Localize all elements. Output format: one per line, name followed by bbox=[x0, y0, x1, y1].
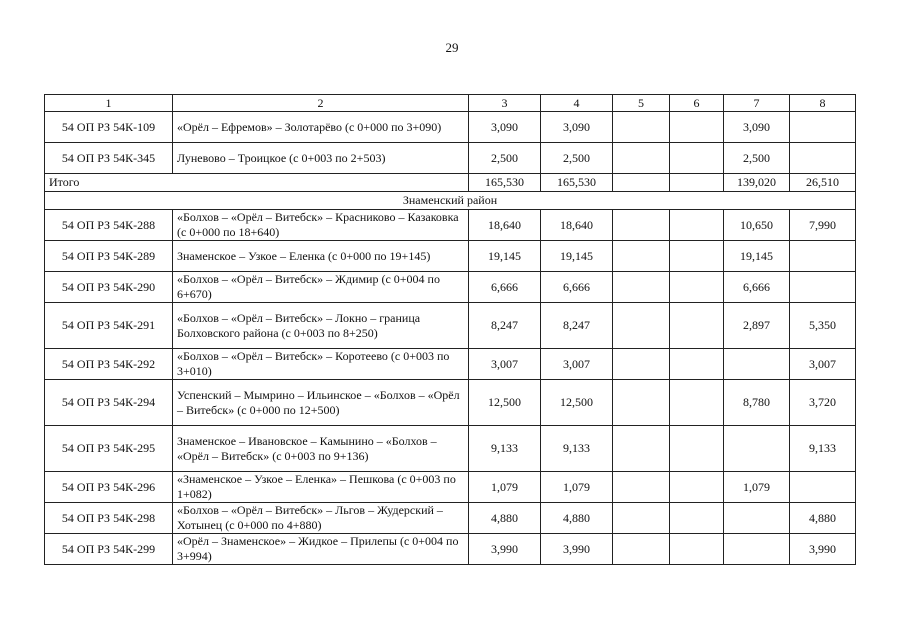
col5-value bbox=[613, 112, 670, 143]
col4-value: 9,133 bbox=[541, 426, 613, 472]
road-code: 54 ОП РЗ 54К-290 bbox=[45, 272, 173, 303]
road-code: 54 ОП РЗ 54К-298 bbox=[45, 503, 173, 534]
col7-value: 2,897 bbox=[724, 303, 790, 349]
col3-value: 1,079 bbox=[469, 472, 541, 503]
col7-value: 3,090 bbox=[724, 112, 790, 143]
road-name: Знаменское – Ивановское – Камынино – «Болхов – «Орёл – Витебск» (с 0+003 по 9+136) bbox=[173, 426, 469, 472]
page-number: 29 bbox=[445, 40, 459, 55]
header-cell: 8 bbox=[790, 95, 856, 112]
table-row bbox=[45, 349, 856, 380]
road-name: «Знаменское – Узкое – Еленка» – Пешкова (с 0+003 по 1+082) bbox=[173, 472, 469, 503]
total-row bbox=[45, 174, 856, 192]
col3-value: 3,007 bbox=[469, 349, 541, 380]
col4-value: 4,880 bbox=[541, 503, 613, 534]
col7-value bbox=[724, 503, 790, 534]
col7-value: 1,079 bbox=[724, 472, 790, 503]
col7-value: 6,666 bbox=[724, 272, 790, 303]
col5-value bbox=[613, 143, 670, 174]
road-name: «Орёл – Ефремов» – Золотарёво (с 0+000 по 3+090) bbox=[173, 112, 469, 143]
col8-value bbox=[790, 472, 856, 503]
road-code: 54 ОП РЗ 54К-299 bbox=[45, 534, 173, 565]
col6-value bbox=[670, 349, 724, 380]
header-cell: 4 bbox=[541, 95, 613, 112]
road-name: Знаменское – Узкое – Еленка (с 0+000 по 19+145) bbox=[173, 241, 469, 272]
col8-value bbox=[790, 143, 856, 174]
road-name: «Орёл – Знаменское» – Жидкое – Прилепы (с 0+004 по 3+994) bbox=[173, 534, 469, 565]
col4-value: 3,007 bbox=[541, 349, 613, 380]
col5-value bbox=[613, 380, 670, 426]
col6-value bbox=[670, 426, 724, 472]
table-row bbox=[45, 503, 856, 534]
col6-value bbox=[670, 503, 724, 534]
col3-value: 18,640 bbox=[469, 210, 541, 241]
col6-value bbox=[670, 534, 724, 565]
table-row bbox=[45, 272, 856, 303]
col6-value bbox=[670, 143, 724, 174]
header-cell: 7 bbox=[724, 95, 790, 112]
total-col7: 139,020 bbox=[724, 174, 790, 192]
col5-value bbox=[613, 534, 670, 565]
section-title: Знаменский район bbox=[45, 192, 856, 210]
road-code: 54 ОП РЗ 54К-288 bbox=[45, 210, 173, 241]
total-col8: 26,510 bbox=[790, 174, 856, 192]
col8-value: 5,350 bbox=[790, 303, 856, 349]
col8-value: 7,990 bbox=[790, 210, 856, 241]
table-row bbox=[45, 112, 856, 143]
table-row bbox=[45, 210, 856, 241]
header-cell: 6 bbox=[670, 95, 724, 112]
col5-value bbox=[613, 303, 670, 349]
col6-value bbox=[670, 112, 724, 143]
col7-value: 2,500 bbox=[724, 143, 790, 174]
road-code: 54 ОП РЗ 54К-292 bbox=[45, 349, 173, 380]
col6-value bbox=[670, 210, 724, 241]
col5-value bbox=[613, 472, 670, 503]
table-row bbox=[45, 534, 856, 565]
col5-value bbox=[613, 272, 670, 303]
col3-value: 6,666 bbox=[469, 272, 541, 303]
col4-value: 3,090 bbox=[541, 112, 613, 143]
table-row bbox=[45, 426, 856, 472]
col6-value bbox=[670, 272, 724, 303]
col3-value: 3,090 bbox=[469, 112, 541, 143]
col5-value bbox=[613, 241, 670, 272]
road-code: 54 ОП РЗ 54К-345 bbox=[45, 143, 173, 174]
header-row bbox=[45, 95, 856, 112]
col4-value: 12,500 bbox=[541, 380, 613, 426]
col8-value bbox=[790, 112, 856, 143]
total-label: Итого bbox=[45, 174, 469, 192]
road-code: 54 ОП РЗ 54К-109 bbox=[45, 112, 173, 143]
col3-value: 2,500 bbox=[469, 143, 541, 174]
col7-value: 19,145 bbox=[724, 241, 790, 272]
table-row bbox=[45, 303, 856, 349]
road-name: «Болхов – «Орёл – Витебск» – Локно – граница Болховского района (с 0+003 по 8+250) bbox=[173, 303, 469, 349]
col4-value: 6,666 bbox=[541, 272, 613, 303]
section-row bbox=[45, 192, 856, 210]
col5-value bbox=[613, 503, 670, 534]
col8-value bbox=[790, 241, 856, 272]
col7-value bbox=[724, 426, 790, 472]
road-code: 54 ОП РЗ 54К-295 bbox=[45, 426, 173, 472]
header-cell: 3 bbox=[469, 95, 541, 112]
col4-value: 1,079 bbox=[541, 472, 613, 503]
header-cell: 1 bbox=[45, 95, 173, 112]
col8-value: 9,133 bbox=[790, 426, 856, 472]
col4-value: 2,500 bbox=[541, 143, 613, 174]
road-code: 54 ОП РЗ 54К-291 bbox=[45, 303, 173, 349]
total-col3: 165,530 bbox=[469, 174, 541, 192]
col3-value: 3,990 bbox=[469, 534, 541, 565]
roads-table bbox=[44, 94, 856, 565]
col8-value: 3,990 bbox=[790, 534, 856, 565]
col3-value: 9,133 bbox=[469, 426, 541, 472]
road-name: «Болхов – «Орёл – Витебск» – Ждимир (с 0+004 по 6+670) bbox=[173, 272, 469, 303]
col8-value: 3,720 bbox=[790, 380, 856, 426]
col4-value: 19,145 bbox=[541, 241, 613, 272]
table-row bbox=[45, 380, 856, 426]
col7-value bbox=[724, 534, 790, 565]
col5-value bbox=[613, 349, 670, 380]
road-name: «Болхов – «Орёл – Витебск» – Красниково – Казаковка (с 0+000 по 18+640) bbox=[173, 210, 469, 241]
total-col4: 165,530 bbox=[541, 174, 613, 192]
col5-value bbox=[613, 426, 670, 472]
col3-value: 19,145 bbox=[469, 241, 541, 272]
col6-value bbox=[670, 380, 724, 426]
col8-value: 4,880 bbox=[790, 503, 856, 534]
road-code: 54 ОП РЗ 54К-294 bbox=[45, 380, 173, 426]
col3-value: 4,880 bbox=[469, 503, 541, 534]
col6-value bbox=[670, 472, 724, 503]
road-code: 54 ОП РЗ 54К-296 bbox=[45, 472, 173, 503]
header-cell: 5 bbox=[613, 95, 670, 112]
col5-value bbox=[613, 210, 670, 241]
col7-value: 10,650 bbox=[724, 210, 790, 241]
col8-value: 3,007 bbox=[790, 349, 856, 380]
col4-value: 18,640 bbox=[541, 210, 613, 241]
col4-value: 8,247 bbox=[541, 303, 613, 349]
table-row bbox=[45, 143, 856, 174]
road-name: Успенский – Мымрино – Ильинское – «Болхов – «Орёл – Витебск» (с 0+000 по 12+500) bbox=[173, 380, 469, 426]
road-name: «Болхов – «Орёл – Витебск» – Коротеево (с 0+003 по 3+010) bbox=[173, 349, 469, 380]
total-col5 bbox=[613, 174, 670, 192]
table-row bbox=[45, 472, 856, 503]
col3-value: 8,247 bbox=[469, 303, 541, 349]
road-name: Луневово – Троицкое (с 0+003 по 2+503) bbox=[173, 143, 469, 174]
col6-value bbox=[670, 303, 724, 349]
col4-value: 3,990 bbox=[541, 534, 613, 565]
col7-value bbox=[724, 349, 790, 380]
total-col6 bbox=[670, 174, 724, 192]
col3-value: 12,500 bbox=[469, 380, 541, 426]
table-row bbox=[45, 241, 856, 272]
header-cell: 2 bbox=[173, 95, 469, 112]
road-code: 54 ОП РЗ 54К-289 bbox=[45, 241, 173, 272]
road-name: «Болхов – «Орёл – Витебск» – Льгов – Жудерский – Хотынец (с 0+000 по 4+880) bbox=[173, 503, 469, 534]
col7-value: 8,780 bbox=[724, 380, 790, 426]
col8-value bbox=[790, 272, 856, 303]
col6-value bbox=[670, 241, 724, 272]
